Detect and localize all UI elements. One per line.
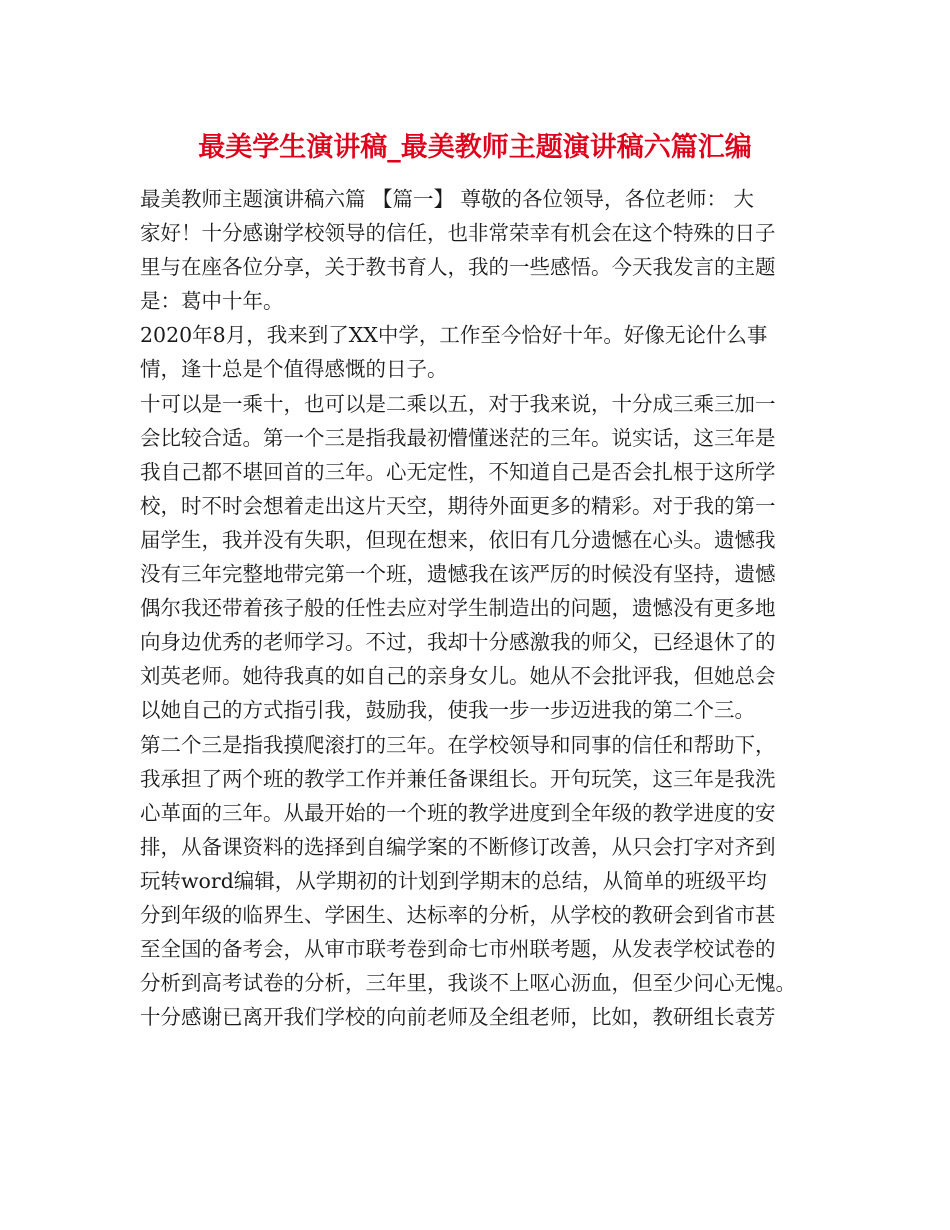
body-line: 十分感谢已离开我们学校的向前老师及全组老师，比如，教研组长袁芳 bbox=[140, 1005, 776, 1030]
body-line: 玩转word编辑，从学期初的计划到学期末的总结，从简单的班级平均 bbox=[140, 868, 767, 893]
document-title: 最美学生演讲稿_最美教师主题演讲稿六篇汇编 bbox=[198, 132, 752, 163]
body-line: 偶尔我还带着孩子般的任性去应对学生制造出的问题，遗憾没有更多地 bbox=[140, 596, 776, 621]
body-line: 家好！十分感谢学校领导的信任，也非常荣幸有机会在这个特殊的日子 bbox=[140, 221, 776, 246]
body-line: 没有三年完整地带完第一个班，遗憾我在该严厉的时候没有坚持，遗憾 bbox=[140, 562, 776, 587]
body-line: 十可以是一乘十，也可以是二乘以五，对于我来说，十分成三乘三加一 bbox=[140, 391, 776, 416]
body-line: 里与在座各位分享，关于教书育人，我的一些感悟。今天我发言的主题 bbox=[140, 255, 776, 280]
body-line: 校，时不时会想着走出这片天空，期待外面更多的精彩。对于我的第一 bbox=[140, 493, 776, 518]
body-line: 我自己都不堪回首的三年。心无定性，不知道自己是否会扎根于这所学 bbox=[140, 459, 776, 484]
body-line: 最美教师主题演讲稿六篇 【篇一】 尊敬的各位领导，各位老师： 大 bbox=[140, 187, 755, 211]
body-line: 排，从备课资料的选择到自编学案的不断修订改善，从只会打字对齐到 bbox=[140, 834, 776, 859]
body-line: 分到年级的临界生、学困生、达标率的分析，从学校的教研会到省市甚 bbox=[140, 902, 776, 927]
document-body bbox=[140, 182, 830, 1034]
body-line: 至全国的备考会，从审市联考卷到命七市州联考题，从发表学校试卷的 bbox=[140, 937, 776, 962]
body-line: 刘英老师。她待我真的如自己的亲身女儿。她从不会批评我，但她总会 bbox=[140, 664, 776, 689]
body-line: 向身边优秀的老师学习。不过，我却十分感激我的师父，已经退休了的 bbox=[140, 630, 776, 655]
body-line: 心革面的三年。从最开始的一个班的教学进度到全年级的教学进度的安 bbox=[140, 800, 776, 825]
body-line: 届学生，我并没有失职，但现在想来，依旧有几分遗憾在心头。遗憾我 bbox=[140, 527, 776, 552]
body-line: 第二个三是指我摸爬滚打的三年。在学校领导和同事的信任和帮助下， bbox=[140, 732, 776, 757]
body-line: 是：葛中十年。 bbox=[140, 289, 284, 314]
body-line: 情，逢十总是个值得感慨的日子。 bbox=[140, 357, 448, 382]
body-line: 分析到高考试卷的分析，三年里，我谈不上呕心沥血，但至少问心无愧。 bbox=[140, 971, 796, 996]
body-line: 2020年8月，我来到了XX中学，工作至今恰好十年。好像无论什么事 bbox=[140, 323, 768, 348]
body-line: 会比较合适。第一个三是指我最初懵懂迷茫的三年。说实话，这三年是 bbox=[140, 425, 776, 450]
body-line: 我承担了两个班的教学工作并兼任备课组长。开句玩笑，这三年是我洗 bbox=[140, 766, 776, 791]
body-line: 以她自己的方式指引我，鼓励我，使我一步一步迈进我的第二个三。 bbox=[140, 698, 755, 723]
